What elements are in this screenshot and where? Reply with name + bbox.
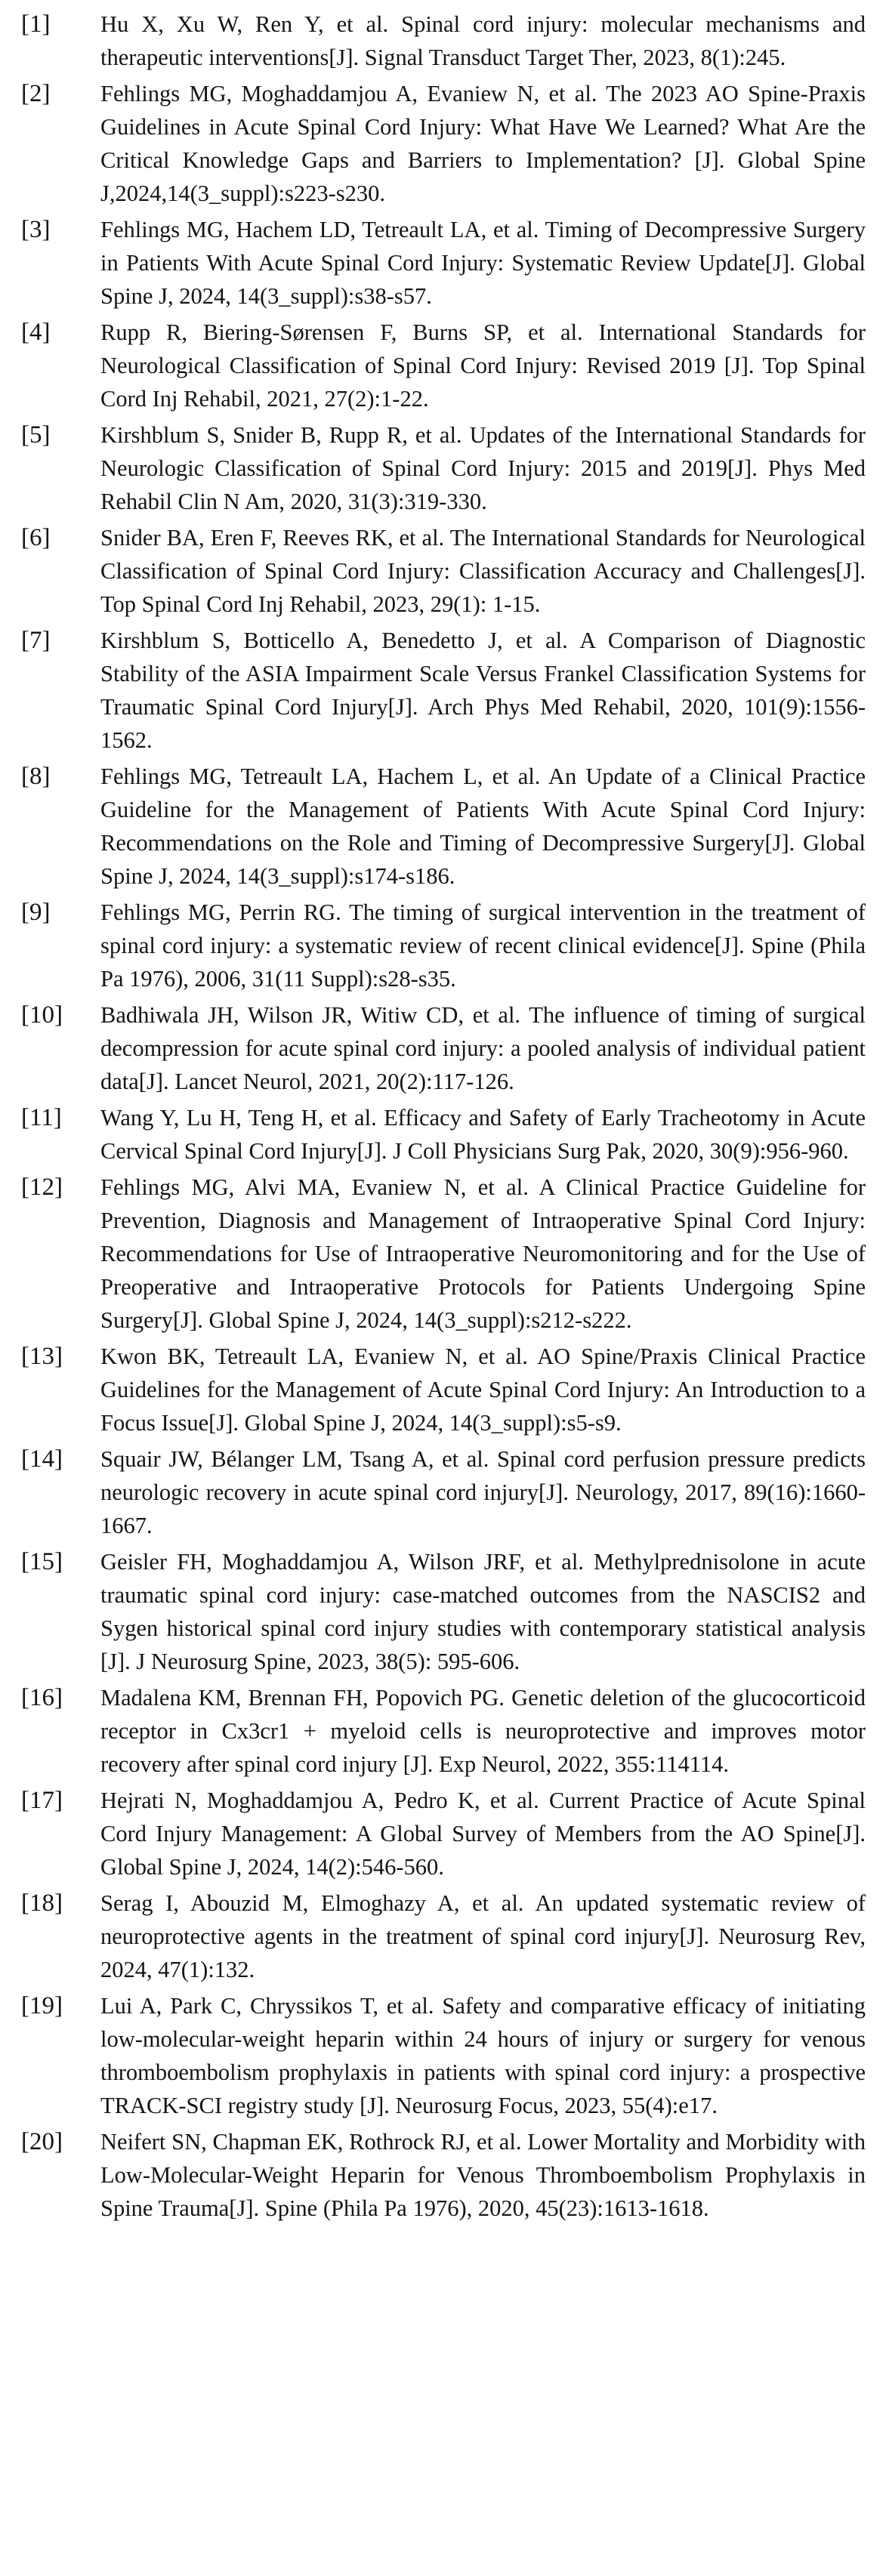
reference-text: Geisler FH, Moghaddamjou A, Wilson JRF, et al. Methylprednisolone in acute traumatic spinal cord injury: case-matched outcomes from the NASCIS2 and Sygen historical spinal cord injury studies with contemporary statistical analysis [J]. J Neurosurg Spine, 2023, 38(5): 595-606. — [100, 1549, 866, 1674]
reference-item — [21, 316, 866, 415]
reference-text: Snider BA, Eren F, Reeves RK, et al. The International Standards for Neurological Classification of Spinal Cord Injury: Classification Accuracy and Challenges[J]. Top Spinal Cord Inj Rehabil, 2023, 29(1): 1-15. — [100, 525, 866, 617]
reference-text: Kwon BK, Tetreault LA, Evaniew N, et al. AO Spine/Praxis Clinical Practice Guidelines for the Management of Acute Spinal Cord Injury: An Introduction to a Focus Issue[J]. Global Spine J, 2024, 14(3_suppl):s5-s9. — [100, 1344, 866, 1436]
reference-number: [20] — [21, 2128, 63, 2155]
reference-item — [21, 624, 866, 757]
reference-number: [2] — [21, 80, 51, 107]
reference-number: [5] — [21, 421, 51, 449]
reference-item — [21, 1340, 866, 1439]
reference-item — [21, 1101, 866, 1168]
reference-number: [1] — [21, 11, 51, 38]
reference-number: [14] — [21, 1445, 63, 1473]
reference-item — [21, 521, 866, 621]
reference-number: [18] — [21, 1890, 63, 1917]
reference-item — [21, 77, 866, 210]
reference-number: [12] — [21, 1174, 63, 1201]
reference-text: Fehlings MG, Perrin RG. The timing of surgical intervention in the treatment of spinal cord injury: a systematic review of recent clinical evidence[J]. Spine (Phila Pa 1976), 2006, 31(11 Suppl):s28-s35. — [100, 899, 866, 992]
reference-item — [21, 1886, 866, 1986]
reference-item — [21, 896, 866, 995]
reference-number: [11] — [21, 1104, 62, 1131]
reference-item — [21, 1442, 866, 1542]
reference-text: Kirshblum S, Botticello A, Benedetto J, et al. A Comparison of Diagnostic Stability of the ASIA Impairment Scale Versus Frankel Classification Systems for Traumatic Spinal Cord Injury[J]. Arch Phys Med Rehabil, 2020, 101(9):1556-1562. — [100, 628, 866, 753]
reference-text: Lui A, Park C, Chryssikos T, et al. Safety and comparative efficacy of initiating low-molecular-weight heparin within 24 hours of injury or surgery for venous thromboembolism prophylaxis in patients with spinal cord injury: a prospective TRACK-SCI registry study [J]. Neurosurg Focus, 2023, 55(4):e17. — [100, 1993, 866, 2118]
reference-item — [21, 1171, 866, 1337]
reference-text: Kirshblum S, Snider B, Rupp R, et al. Updates of the International Standards for Neurologic Classification of Spinal Cord Injury: 2015 and 2019[J]. Phys Med Rehabil Clin N Am, 2020, 31(3):319-330. — [100, 422, 866, 514]
reference-number: [16] — [21, 1684, 63, 1711]
reference-item — [21, 1989, 866, 2122]
reference-item — [21, 418, 866, 518]
reference-item — [21, 760, 866, 893]
reference-number: [8] — [21, 763, 51, 790]
reference-text: Badhiwala JH, Wilson JR, Witiw CD, et al. The influence of timing of surgical decompression for acute spinal cord injury: a pooled analysis of individual patient data[J]. Lancet Neurol, 2021, 20(2):117-126. — [100, 1002, 866, 1094]
reference-text: Hejrati N, Moghaddamjou A, Pedro K, et al. Current Practice of Acute Spinal Cord Injury Management: A Global Survey of Members from the AO Spine[J]. Global Spine J, 2024, 14(2):546-560. — [100, 1788, 866, 1880]
reference-text: Madalena KM, Brennan FH, Popovich PG. Genetic deletion of the glucocorticoid receptor in Cx3cr1 + myeloid cells is neuroprotective and improves motor recovery after spinal cord injury [J]. Exp Neurol, 2022, 355:114114. — [100, 1685, 866, 1777]
reference-number: [10] — [21, 1001, 63, 1029]
reference-text: Hu X, Xu W, Ren Y, et al. Spinal cord injury: molecular mechanisms and therapeutic interventions[J]. Signal Transduct Target Ther, 2023, 8(1):245. — [100, 11, 866, 70]
reference-number: [9] — [21, 899, 51, 926]
reference-text: Squair JW, Bélanger LM, Tsang A, et al. Spinal cord perfusion pressure predicts neurologic recovery in acute spinal cord injury[J]. Neurology, 2017, 89(16):1660-1667. — [100, 1446, 866, 1538]
reference-text: Fehlings MG, Hachem LD, Tetreault LA, et al. Timing of Decompressive Surgery in Patients With Acute Spinal Cord Injury: Systematic Review Update[J]. Global Spine J, 2024, 14(3_suppl):s38-s57. — [100, 217, 866, 309]
reference-text: Fehlings MG, Tetreault LA, Hachem L, et al. An Update of a Clinical Practice Guideline for the Management of Patients With Acute Spinal Cord Injury: Recommendations on the Role and Timing of Decompressive Surgery[J]. Global Spine J, 2024, 14(3_suppl):s174-s186. — [100, 764, 866, 889]
reference-text: Neifert SN, Chapman EK, Rothrock RJ, et al. Lower Mortality and Morbidity with Low-Molecular-Weight Heparin for Venous Thromboembolism Prophylaxis in Spine Trauma[J]. Spine (Phila Pa 1976), 2020, 45(23):1613-1618. — [100, 2129, 866, 2221]
reference-text: Rupp R, Biering-Sørensen F, Burns SP, et al. International Standards for Neurological Classification of Spinal Cord Injury: Revised 2019 [J]. Top Spinal Cord Inj Rehabil, 2021, 27(2):1-22. — [100, 319, 866, 412]
reference-number: [19] — [21, 1992, 63, 2019]
reference-number: [4] — [21, 319, 51, 346]
reference-item — [21, 1545, 866, 1678]
reference-item — [21, 1681, 866, 1781]
reference-text: Serag I, Abouzid M, Elmoghazy A, et al. An updated systematic review of neuroprotective agents in the treatment of spinal cord injury[J]. Neurosurg Rev, 2024, 47(1):132. — [100, 1890, 866, 1982]
reference-item — [21, 998, 866, 1098]
reference-number: [6] — [21, 524, 51, 551]
reference-item — [21, 213, 866, 313]
reference-number: [7] — [21, 627, 51, 654]
reference-text: Fehlings MG, Moghaddamjou A, Evaniew N, et al. The 2023 AO Spine-Praxis Guidelines in Acute Spinal Cord Injury: What Have We Learned? What Are the Critical Knowledge Gaps and Barriers to Implementation? [J]. Global Spine J,2024,14(3_suppl):s223-s230. — [100, 81, 866, 206]
reference-item — [21, 1784, 866, 1883]
reference-item — [21, 2125, 866, 2225]
reference-number: [17] — [21, 1787, 63, 1814]
reference-item — [21, 8, 866, 74]
reference-text: Fehlings MG, Alvi MA, Evaniew N, et al. A Clinical Practice Guideline for Prevention, Diagnosis and Management of Intraoperative Spinal Cord Injury: Recommendations for Use of Intraoperative Neuromonitoring and for the Use of Preoperative and Intraoperative Protocols for Patients Undergoing Spine Surgery[J]. Global Spine J, 2024, 14(3_suppl):s212-s222. — [100, 1174, 866, 1333]
reference-number: [15] — [21, 1548, 63, 1575]
reference-text: Wang Y, Lu H, Teng H, et al. Efficacy and Safety of Early Tracheotomy in Acute Cervical Spinal Cord Injury[J]. J Coll Physicians Surg Pak, 2020, 30(9):956-960. — [100, 1105, 866, 1164]
reference-number: [3] — [21, 216, 51, 243]
reference-number: [13] — [21, 1343, 63, 1370]
reference-list — [21, 8, 866, 2228]
